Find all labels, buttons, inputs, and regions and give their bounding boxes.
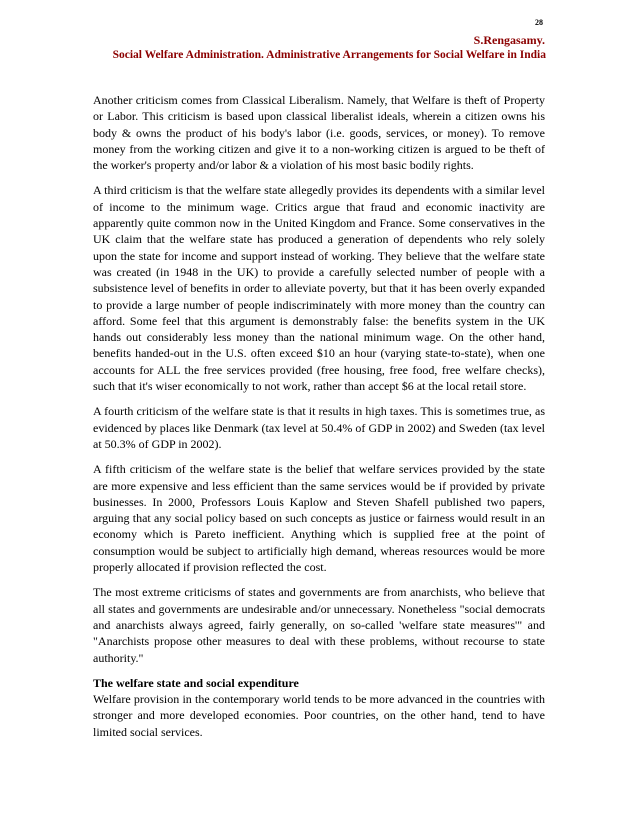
paragraph-third-criticism: A third criticism is that the welfare state allegedly provides its dependents with a similar level of income to the minimum wage. Critics argue that fraud and economic inactivity are apparently quite common now in the United Kingdom and France. Some conservatives in the UK claim that the welfare state has produced a generation of dependents who rely solely upon the state for income and support instead of working. They believe that the welfare state was created (in 1948 in the UK) to provide a carefully selected number of people with a subsistence level of benefits in order to alleviate poverty, but that it has been overly expanded to provide a large number of people indiscriminately with more money than the country can afford. Some feel that this argument is demonstrably false: the benefits system in the UK hands out considerably less money than the national minimum wage. On the other hand, benefits handed-out in the U.S. often exceed $10 an hour (varying state-to-state), when one accounts for ALL the free services provided (free housing, free food, free welfare checks), such that it's wiser economically to not work, rather than accept $6 at the local retail store. (93, 183, 545, 394)
section-heading: The welfare state and social expenditure (93, 675, 299, 690)
paragraph-fourth-criticism: A fourth criticism of the welfare state is that it results in high taxes. This is sometimes true, as evidenced by places like Denmark (tax level at 50.4% of GDP in 2002) and Sweden (tax level at 50.3% of GDP in 2002). (93, 404, 545, 451)
document-header-title: Social Welfare Administration. Administrative Arrangements for Social Welfare in India (112, 49, 546, 61)
page-number: 28 (535, 18, 543, 27)
author-name: S.Rengasamy. (473, 33, 545, 47)
paragraph-classical-liberalism: Another criticism comes from Classical Liberalism. Namely, that Welfare is theft of Property or Labor. This criticism is based upon classical liberalist ideals, wherein a citizen owns his body & owns the product of his body's labor (i.e. goods, services, or money). To remove money from the working citizen and give it to a non-working citizen is argued to be theft of the worker's property and/or labor & a violation of his most basic bodily rights. (93, 93, 545, 173)
section-body-paragraph: Welfare provision in the contemporary world tends to be more advanced in the countries with stronger and more developed economies. Poor countries, on the other hand, tend to have limited social services. (93, 692, 545, 739)
paragraph-anarchist-criticism: The most extreme criticisms of states and governments are from anarchists, who believe that all states and governments are undesirable and/or unnecessary. Nonetheless "social democrats and anarchists always agreed, fairly generally, on so-called 'welfare state measures'" and "Anarchists propose other measures to deal with these problems, without recourse to state authority." (93, 585, 545, 665)
document-body (93, 92, 545, 749)
paragraph-fifth-criticism: A fifth criticism of the welfare state is the belief that welfare services provided by the state are more expensive and less efficient than the same services would be if provided by private businesses. In 2000, Professors Louis Kaplow and Steven Shafell published two papers, arguing that any social policy based on such concepts as justice or fairness would result in an economy which is Pareto inefficient. Anything which is supplied free at the point of consumption would be subject to artificially high demand, whereas resources would be more properly allocated if provision reflected the cost. (93, 462, 545, 575)
